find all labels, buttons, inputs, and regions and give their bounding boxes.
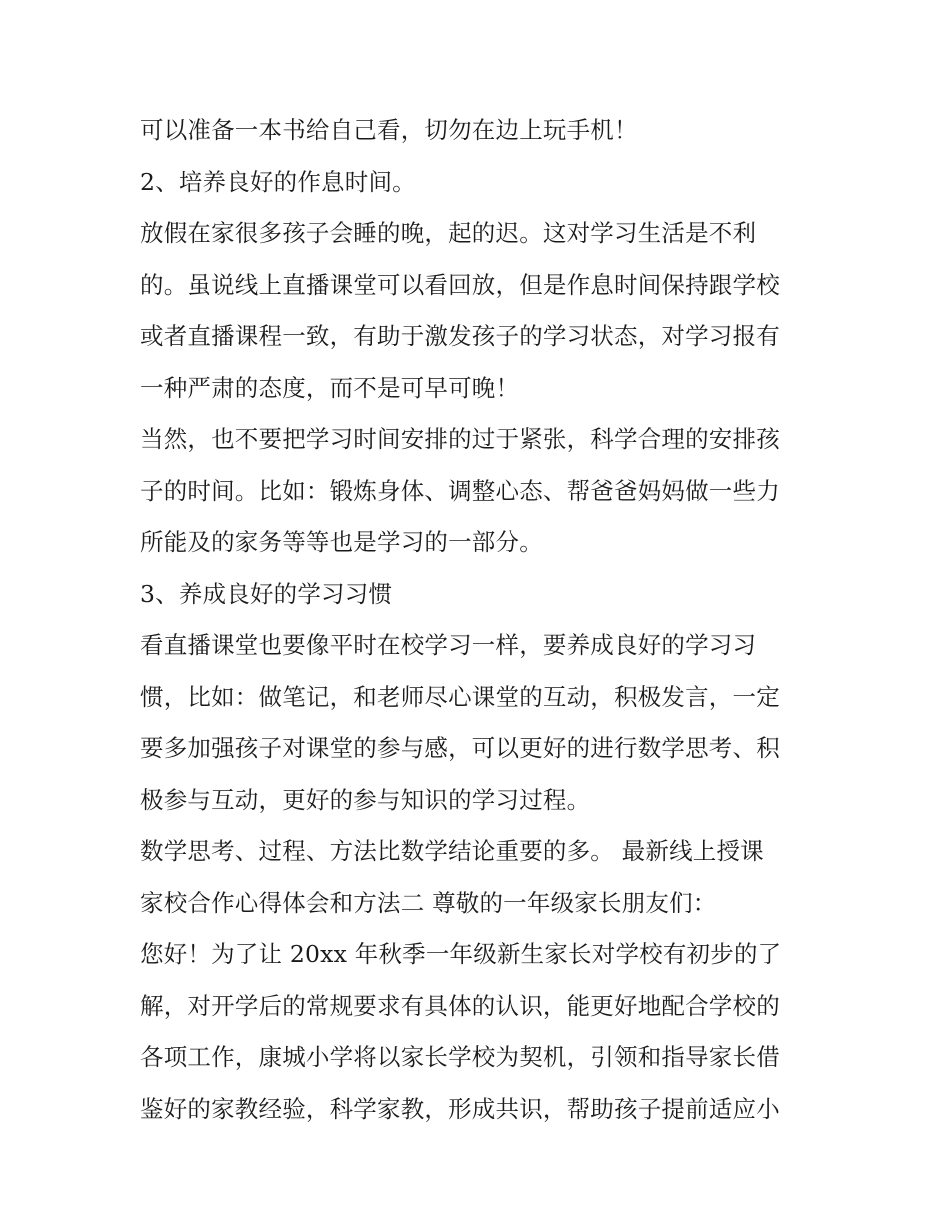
text-line: 家校合作心得体会和方法二 尊敬的一年级家长朋友们： xyxy=(140,888,717,917)
text-line: 要多加强孩子对课堂的参与感，可以更好的进行数学思考、积 xyxy=(140,734,780,762)
text-line: 子的时间。比如：锻炼身体、调整心态、帮爸爸妈妈做一些力 xyxy=(140,476,780,505)
section-heading: 3、养成良好的学习习惯 xyxy=(140,579,393,608)
text-line: 放假在家很多孩子会睡的晚，起的迟。这对学习生活是不利 xyxy=(140,219,757,247)
document-body xyxy=(140,109,820,1139)
text-line: 极参与互动，更好的参与知识的学习过程。 xyxy=(140,785,591,814)
text-line: 惯，比如：做笔记，和老师尽心课堂的互动，积极发言，一定 xyxy=(140,682,780,711)
text-line: 各项工作，康城小学将以家长学校为契机，引领和指导家长借 xyxy=(140,1043,780,1071)
text-line: 当然，也不要把学习时间安排的过于紧张，科学合理的安排孩 xyxy=(140,425,780,453)
section-heading: 2、培养良好的作息时间。 xyxy=(140,167,416,196)
text-line: 您好！为了让 20xx 年秋季一年级新生家长对学校有初步的了 xyxy=(140,940,782,968)
text-line: 看直播课堂也要像平时在校学习一样，要养成良好的学习习 xyxy=(140,631,757,659)
text-line: 鉴好的家教经验，科学家教，形成共识，帮助孩子提前适应小 xyxy=(140,1094,780,1123)
text-line: 所能及的家务等等也是学习的一部分。 xyxy=(140,528,543,556)
text-line: 的。虽说线上直播课堂可以看回放，但是作息时间保持跟学校 xyxy=(140,270,780,299)
text-line: 解，对开学后的常规要求有具体的认识，能更好地配合学校的 xyxy=(140,991,780,1020)
text-line: 可以准备一本书给自己看，切勿在边上玩手机！ xyxy=(140,116,638,144)
text-line: 一种严肃的态度，而不是可早可晚！ xyxy=(140,373,520,402)
text-line: 数学思考、过程、方法比数学结论重要的多。 最新线上授课 xyxy=(140,837,764,865)
text-line: 或者直播课程一致，有助于激发孩子的学习状态，对学习报有 xyxy=(140,322,780,350)
